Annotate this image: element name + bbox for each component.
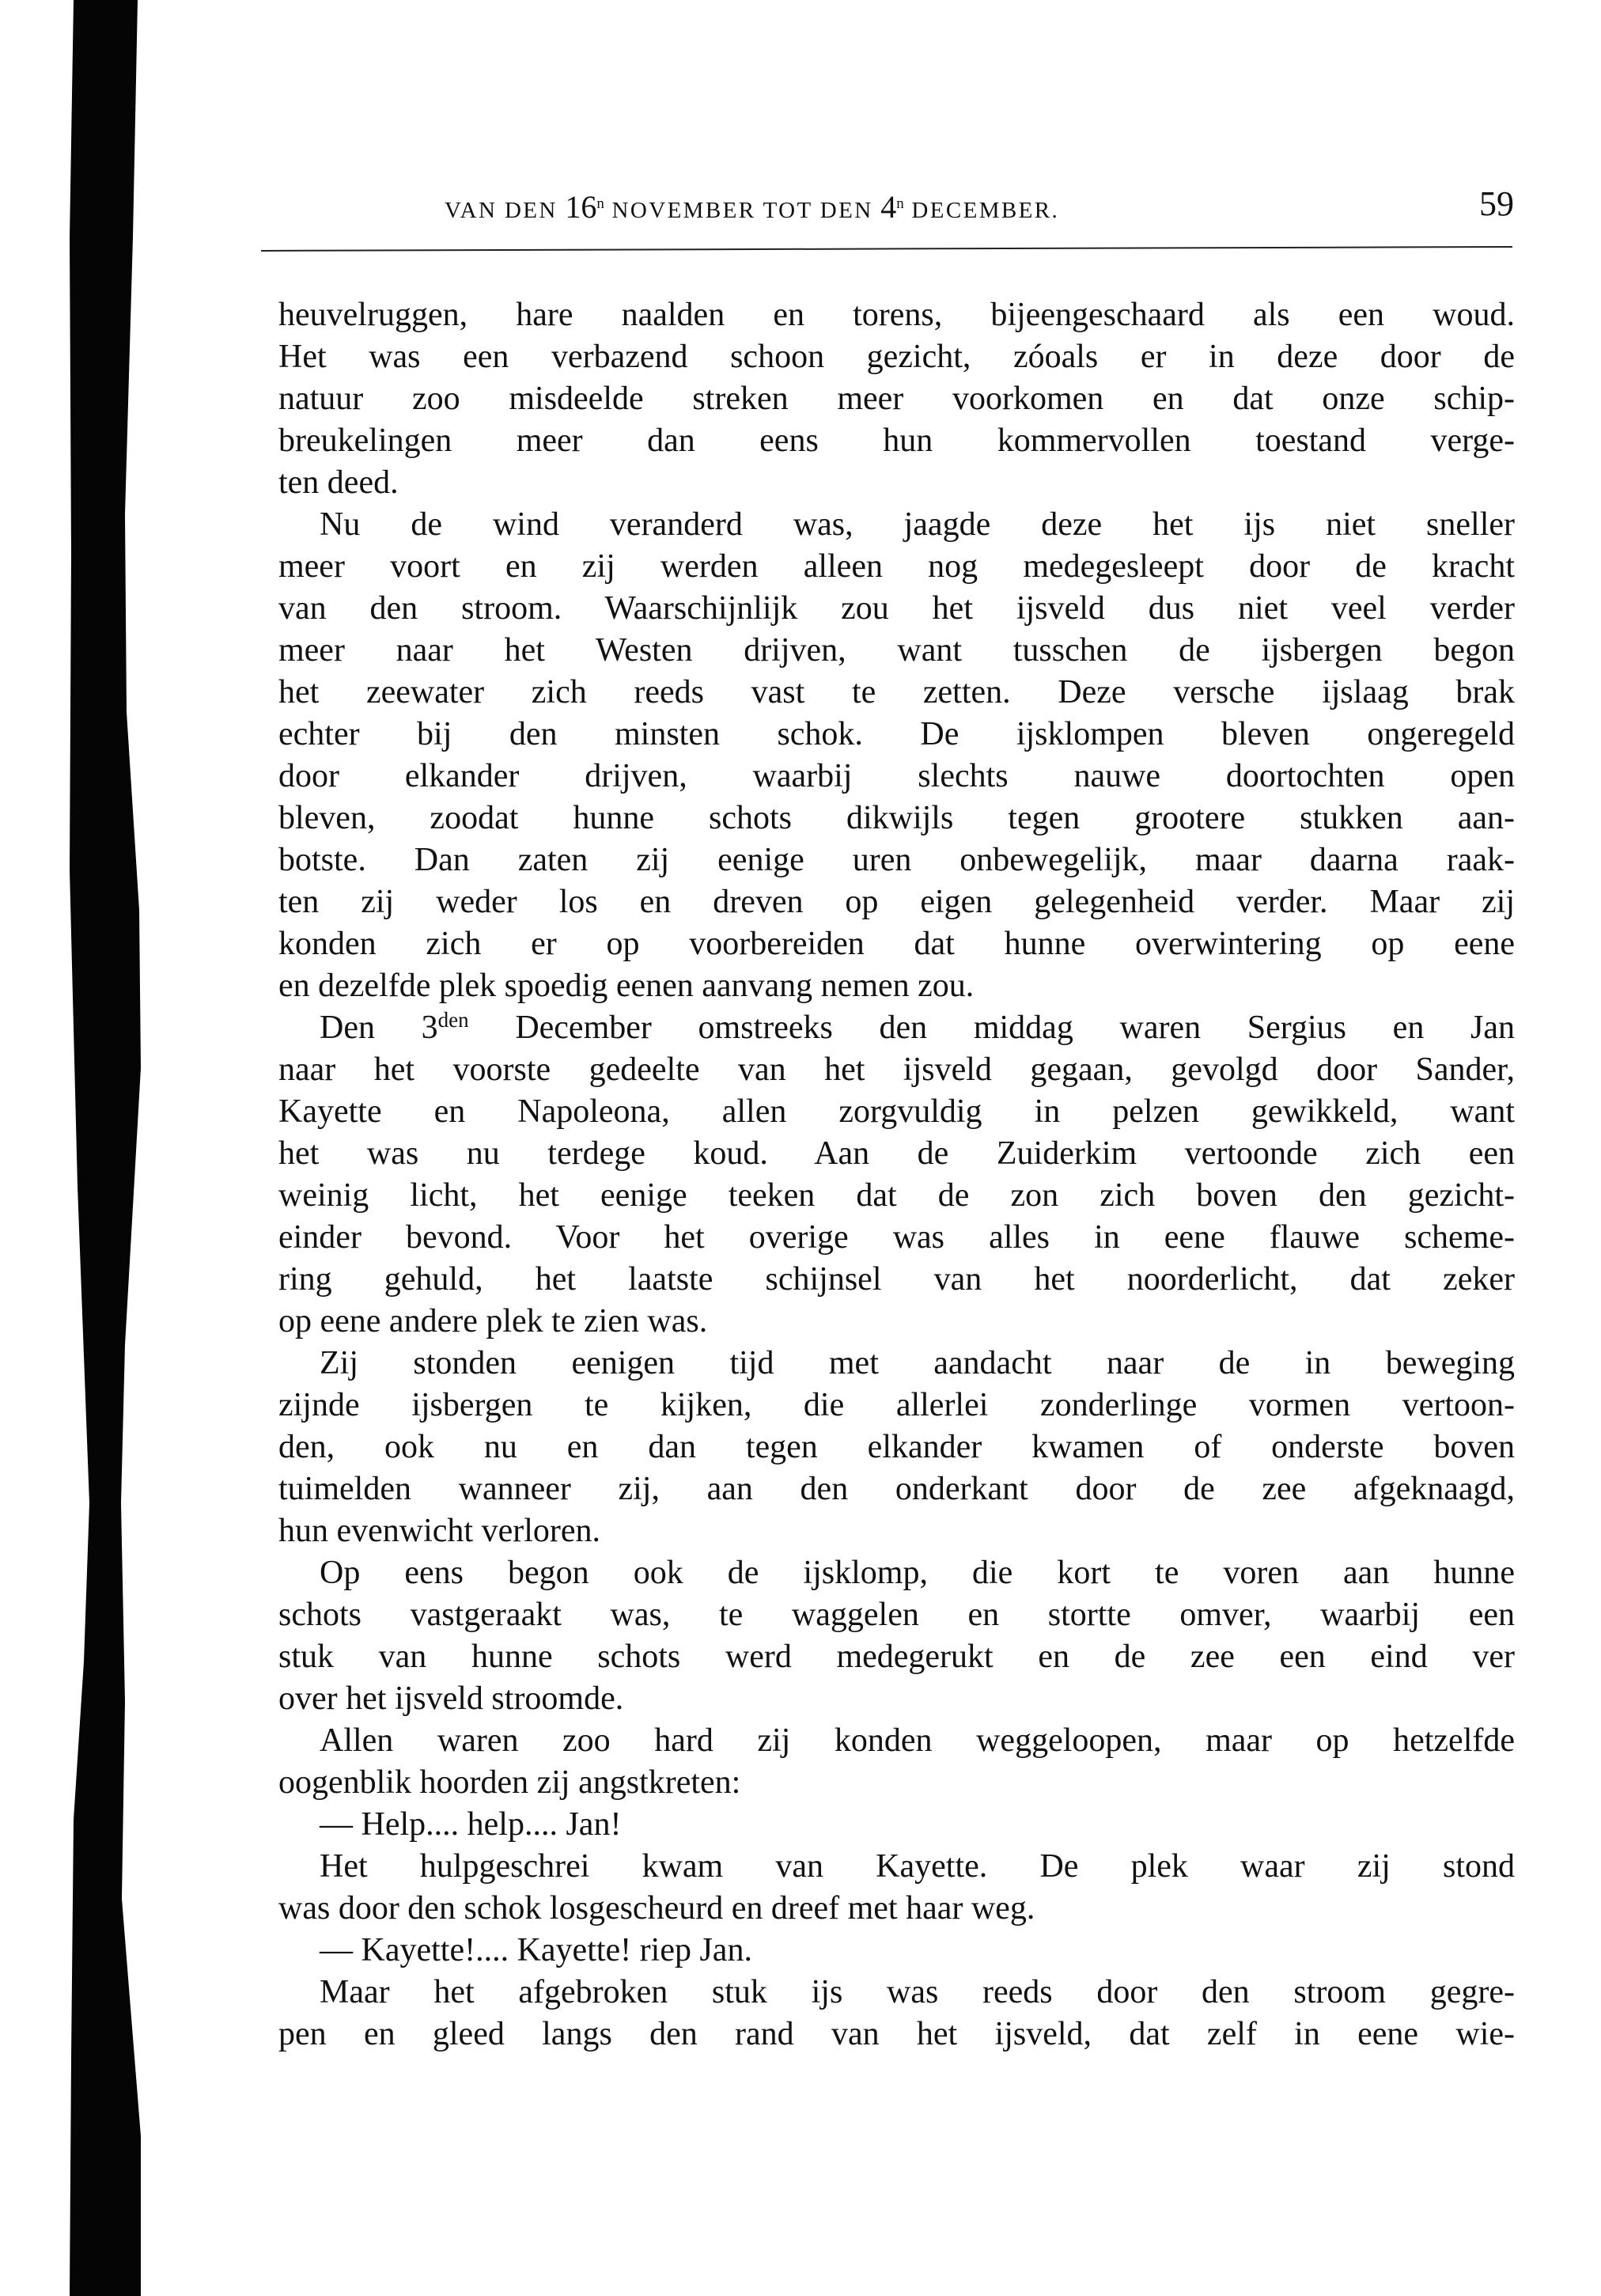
page-number: 59 (1479, 184, 1514, 223)
text-line: het zeewater zich reeds vast te zetten. Deze versche ijslaag brak (278, 674, 1515, 710)
text-line: was door den schok losgescheurd en dreef met haar weg. (278, 1890, 1035, 1927)
text-line: einder bevond. Voor het overige was alles in eene flauwe scheme- (278, 1219, 1515, 1256)
scan-shadow-border (70, 0, 141, 2296)
text-line: ten zij weder los en dreven op eigen gelegenheid verder. Maar zij (278, 884, 1515, 920)
text-line: Nu de wind veranderd was, jaagde deze het ijs niet sneller (320, 506, 1515, 543)
text-line: Maar het afgebroken stuk ijs was reeds door den stroom gegre- (320, 1974, 1515, 2010)
text-line: Zij stonden eenigen tijd met aandacht naar de in beweging (320, 1345, 1515, 1381)
text-line: Het was een verbazend schoon gezicht, zóoals er in deze door de (278, 339, 1515, 375)
text-line: Allen waren zoo hard zij konden weggeloopen, maar op hetzelfde (320, 1722, 1515, 1759)
text-line: ten deed. (278, 464, 399, 501)
text-line: van den stroom. Waarschijnlijk zou het ijsveld dus niet veel verder (278, 590, 1515, 627)
text-line: ring gehuld, het laatste schijnsel van het noorderlicht, dat zeker (278, 1261, 1515, 1298)
text-line: den, ook nu en dan tegen elkander kwamen of onderste boven (278, 1429, 1515, 1465)
text-line: schots vastgeraakt was, te waggelen en stortte omver, waarbij een (278, 1597, 1515, 1633)
text-line (278, 1007, 1515, 1049)
text-line: en dezelfde plek spoedig eenen aanvang nemen zou. (278, 968, 975, 1004)
text-line: breukelingen meer dan eens hun kommervollen toestand verge- (278, 422, 1515, 459)
text-line: natuur zoo misdeelde streken meer voorkomen en dat onze schip- (278, 381, 1515, 417)
text-line: over het ijsveld stroomde. (278, 1680, 624, 1717)
text-line: meer voort en zij werden alleen nog medegesleept door de kracht (278, 548, 1515, 585)
text-line: oogenblik hoorden zij angstkreten: (278, 1764, 741, 1801)
text-line: meer naar het Westen drijven, want tusschen de ijsbergen begon (278, 632, 1515, 669)
text-line: Op eens begon ook de ijsklomp, die kort te voren aan hunne (320, 1555, 1515, 1591)
text-line: bleven, zoodat hunne schots dikwijls tegen grootere stukken aan- (278, 800, 1515, 836)
text-line: echter bij den minsten schok. De ijsklompen bleven ongeregeld (278, 716, 1515, 752)
superscript: den (437, 1008, 469, 1032)
text-line: — Kayette!.... Kayette! riep Jan. (320, 1932, 752, 1968)
text-line: stuk van hunne schots werd medegerukt en de zee een eind ver (278, 1639, 1515, 1675)
text-line: op eene andere plek te zien was. (278, 1303, 708, 1339)
line-text: December omstreeks den middag waren Sergius en Jan (468, 1010, 1515, 1046)
line-text: Den 3 (320, 1010, 438, 1046)
text-line: door elkander drijven, waarbij slechts nauwe doortochten open (278, 758, 1515, 794)
text-line: het was nu terdege koud. Aan de Zuiderkim vertoonde zich een (278, 1135, 1515, 1172)
header-rule (261, 246, 1512, 252)
text-line: Kayette en Napoleona, allen zorgvuldig in pelzen gewikkeld, want (278, 1093, 1515, 1130)
text-line: konden zich er op voorbereiden dat hunne overwintering op eene (278, 926, 1515, 962)
running-head-title: VAN DEN 16$^n$ NOVEMBER TOT DEN 4$^n$ DECEMBER. (445, 189, 1060, 225)
body-text (278, 294, 1515, 2055)
text-line: weinig licht, het eenige teeken dat de zon zich boven den gezicht- (278, 1177, 1515, 1214)
text-line: — Help.... help.... Jan! (320, 1806, 622, 1843)
running-head (237, 184, 1519, 231)
text-line: botste. Dan zaten zij eenige uren onbewegelijk, maar daarna raak- (278, 842, 1515, 878)
text-line: zijnde ijsbergen te kijken, die allerlei zonderlinge vormen vertoon- (278, 1387, 1515, 1423)
text-line: tuimelden wanneer zij, aan den onderkant door de zee afgeknaagd, (278, 1471, 1515, 1507)
text-line: pen en gleed langs den rand van het ijsveld, dat zelf in eene wie- (278, 2016, 1515, 2052)
text-line: Het hulpgeschrei kwam van Kayette. De plek waar zij stond (320, 1848, 1515, 1885)
text-line: naar het voorste gedeelte van het ijsveld gegaan, gevolgd door Sander, (278, 1051, 1515, 1088)
text-line: heuvelruggen, hare naalden en torens, bijeengeschaard als een woud. (278, 297, 1515, 333)
text-line: hun evenwicht verloren. (278, 1513, 601, 1549)
